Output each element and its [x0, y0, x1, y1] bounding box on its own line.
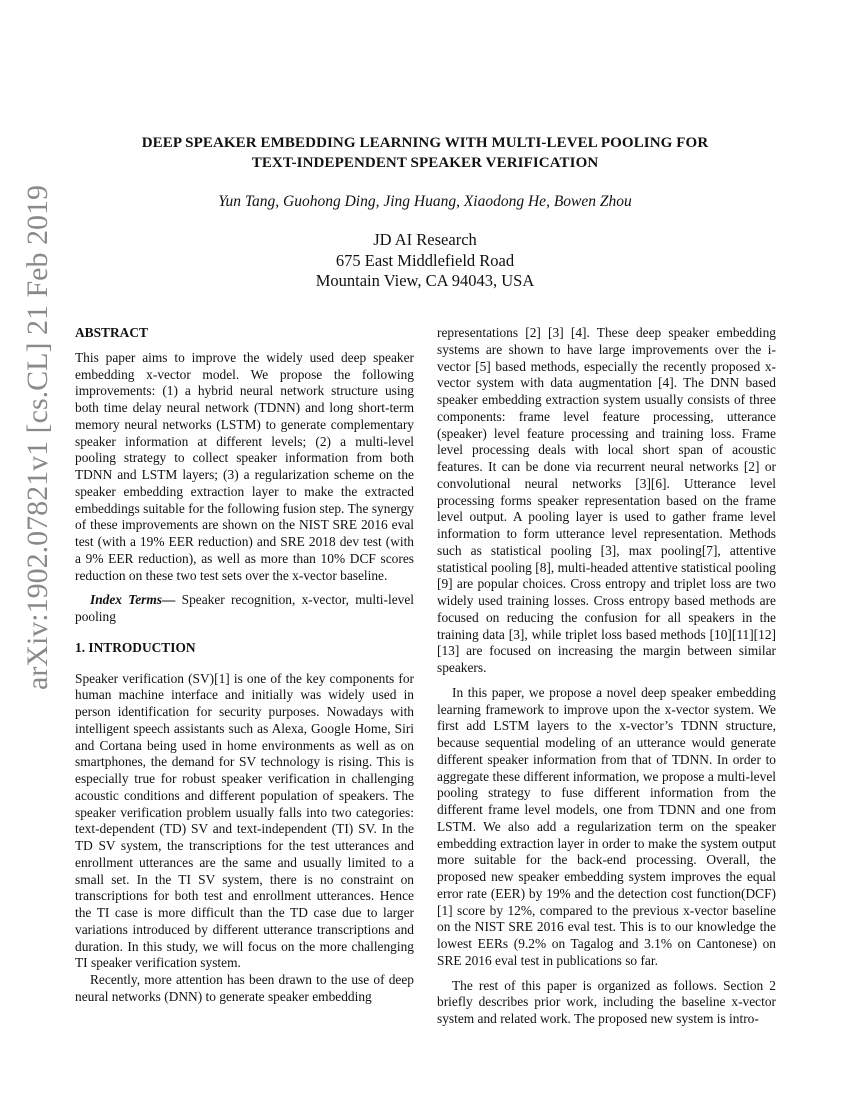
- title-line-1: DEEP SPEAKER EMBEDDING LEARNING WITH MULTI-LEVEL POOLING FOR: [141, 135, 709, 151]
- abstract-heading: ABSTRACT: [75, 325, 148, 340]
- abstract-text: This paper aims to improve the widely used deep speaker embedding x-vector model. We propose the following improvements: (1) a hybrid neural network structure using both time delay neural network (TDNN) and long short-term memory neural networks (LSTM) to generate complementary speaker information at different levels; (2) a multi-level pooling strategy to collect speaker information from both TDNN and LSTM layers; (3) a regularization scheme on the speaker embedding extraction layer to make the extracted embeddings suitable for the following fusion step. The synergy of these improvements are shown on the NIST SRE 2016 eval test (with a 19% EER reduction) and SRE 2018 dev test (with a 9% EER reduction), as well as more than 10% DCF scores reduction on these two test sets over the x-vector baseline.: [75, 349, 414, 583]
- section-heading-introduction: 1. INTRODUCTION: [75, 639, 196, 655]
- arxiv-stamp: arXiv:1902.07821v1 [cs.CL] 21 Feb 2019: [21, 185, 54, 690]
- index-terms-label: Index Terms—: [90, 592, 176, 608]
- affiliation: [95, 230, 755, 292]
- intro-paragraph-2: Recently, more attention has been drawn to the use of deep neural networks (DNN) to generate speaker embedding: [75, 972, 414, 1004]
- right-paragraph-1: representations [2] [3] [4]. These deep speaker embedding systems are shown to have large improvements over the i-vector [5] based methods, especially the recently proposed x-vector system with data augmentation [4]. The DNN based speaker embedding extraction system usually consists of three components: frame level feature processing, utterance (speaker) level feature processing and training loss. Frame level processing deals with local short span of acoustic features. It can be done via recurrent neural networks [2] or convolutional neural networks [3][6]. Utterance level processing forms speaker representation based on the frame level output. A pooling layer is used to gather frame level information to form utterance level representation. Methods such as statistical pooling [3], max pooling[7], attentive statistical pooling [8], multi-headed attentive statistical pooling [9] are popular choices. Cross entropy and triplet loss are two widely used training losses. Cross entropy based methods are focused on reducing the confusion for all speakers in the training data [3], while triplet loss based methods [10][11][12][13] are focused on increasing the margin between similar speakers.: [437, 325, 776, 675]
- left-column: [75, 325, 414, 1006]
- right-paragraph-2: In this paper, we propose a novel deep speaker embedding learning framework to improve upon the x-vector system. We first add LSTM layers to the x-vector’s TDNN structure, because sequential modeling of an utterance would generate different speaker information from that of TDNN. In order to aggregate these different information, we propose a multi-level pooling strategy to fuse different information from the different frame level models, one from TDNN and one from LSTM. We also add a regularization term on the speaker embedding extraction layer in order to make the system output more suitable for the back-end processing. Overall, the proposed new speaker embedding system improves the equal error rate (EER) by 19% and the detection cost function(DCF)[1] score by 12%, compared to the previous x-vector baseline on the NIST SRE 2016 eval test. This is to our knowledge the lowest EERs (9.2% on Tagalog and 3.1% on Cantonese) on SRE 2016 eval test in publications so far.: [437, 684, 776, 968]
- affiliation-org: JD AI Research: [373, 230, 477, 249]
- paper-title: [95, 133, 755, 173]
- index-terms: [75, 592, 414, 626]
- index-terms-text: Speaker recognition, x-vector, multi-level pooling: [75, 592, 415, 624]
- intro-paragraph-1: Speaker verification (SV)[1] is one of the key components for human machine interface and initially was widely used in person identification for security purposes. Nowadays with intelligent speech assistants such as Alexa, Google Home, Siri and Cortana being used in home environments as well as on smartphones, the demand for SV technology is rising. This is especially true for robust speaker verification in challenging acoustic conditions and different population of speakers. The speaker verification problem usually falls into two categories: text-dependent (TD) SV and text-independent (TI) SV. In the TD SV system, the transcriptions for the test utterances and enrollment utterances are the same and usually limited to a small set. In the TI SV system, there is no constraint on transcriptions for both test and enrollment utterances. Hence the TI case is more difficult than the TD case due to larger variations introduced by different utterance transcriptions and duration. In this study, we will focus on the more challenging TI speaker verification system.: [75, 670, 414, 971]
- title-line-2: TEXT-INDEPENDENT SPEAKER VERIFICATION: [251, 155, 599, 171]
- affiliation-city: Mountain View, CA 94043, USA: [315, 271, 535, 290]
- right-column: [437, 325, 776, 1028]
- right-paragraph-3: The rest of this paper is organized as follows. Section 2 briefly describes prior work, including the baseline x-vector system and related work. The proposed new system is intro-: [437, 977, 776, 1026]
- author-list: Yun Tang, Guohong Ding, Jing Huang, Xiaodong He, Bowen Zhou: [218, 193, 632, 210]
- affiliation-street: 675 East Middlefield Road: [335, 250, 515, 270]
